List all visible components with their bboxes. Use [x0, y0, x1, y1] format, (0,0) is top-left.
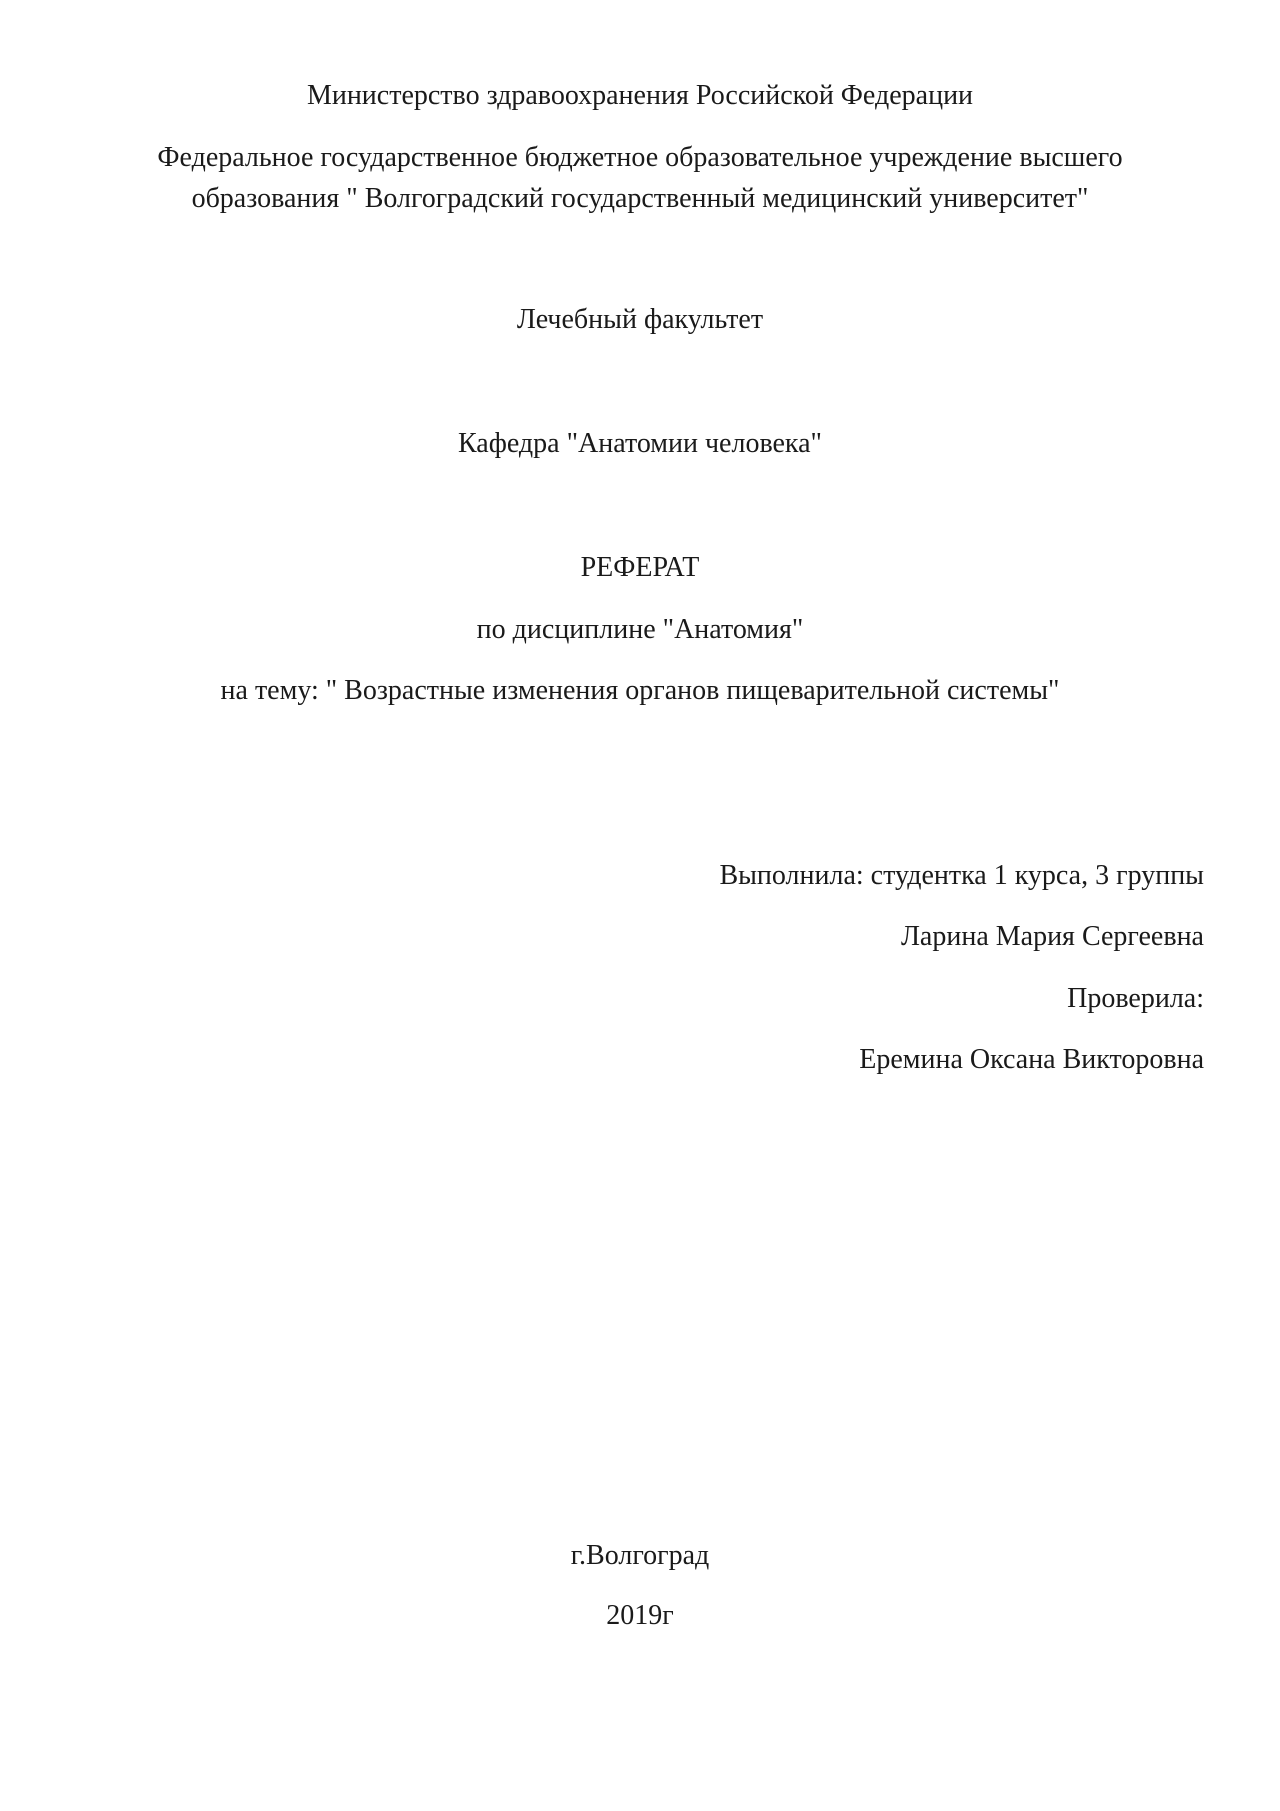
institution-line-1: Федеральное государственное бюджетное образовательное учреждение высшего [157, 142, 1123, 173]
topic-line: на тему: " Возрастные изменения органов пищеварительной системы" [220, 675, 1060, 706]
discipline-line: по дисциплине "Анатомия" [476, 614, 804, 645]
checked-by-line: Проверила: [1067, 983, 1204, 1014]
year-line: 2019г [606, 1600, 674, 1631]
document-type: РЕФЕРАТ [580, 552, 700, 583]
faculty-line: Лечебный факультет [516, 304, 764, 335]
city-line: г.Волгоград [570, 1540, 710, 1571]
performed-by-line: Выполнила: студентка 1 курса, 3 группы [719, 860, 1204, 891]
teacher-name: Еремина Оксана Викторовна [859, 1044, 1204, 1075]
student-name: Ларина Мария Сергеевна [900, 921, 1204, 952]
institution-line-2: образования " Волгоградский государственный медицинский университет" [191, 183, 1089, 214]
department-line: Кафедра "Анатомии человека" [458, 428, 822, 459]
ministry-line: Министерство здравоохранения Российской Федерации [306, 80, 974, 111]
